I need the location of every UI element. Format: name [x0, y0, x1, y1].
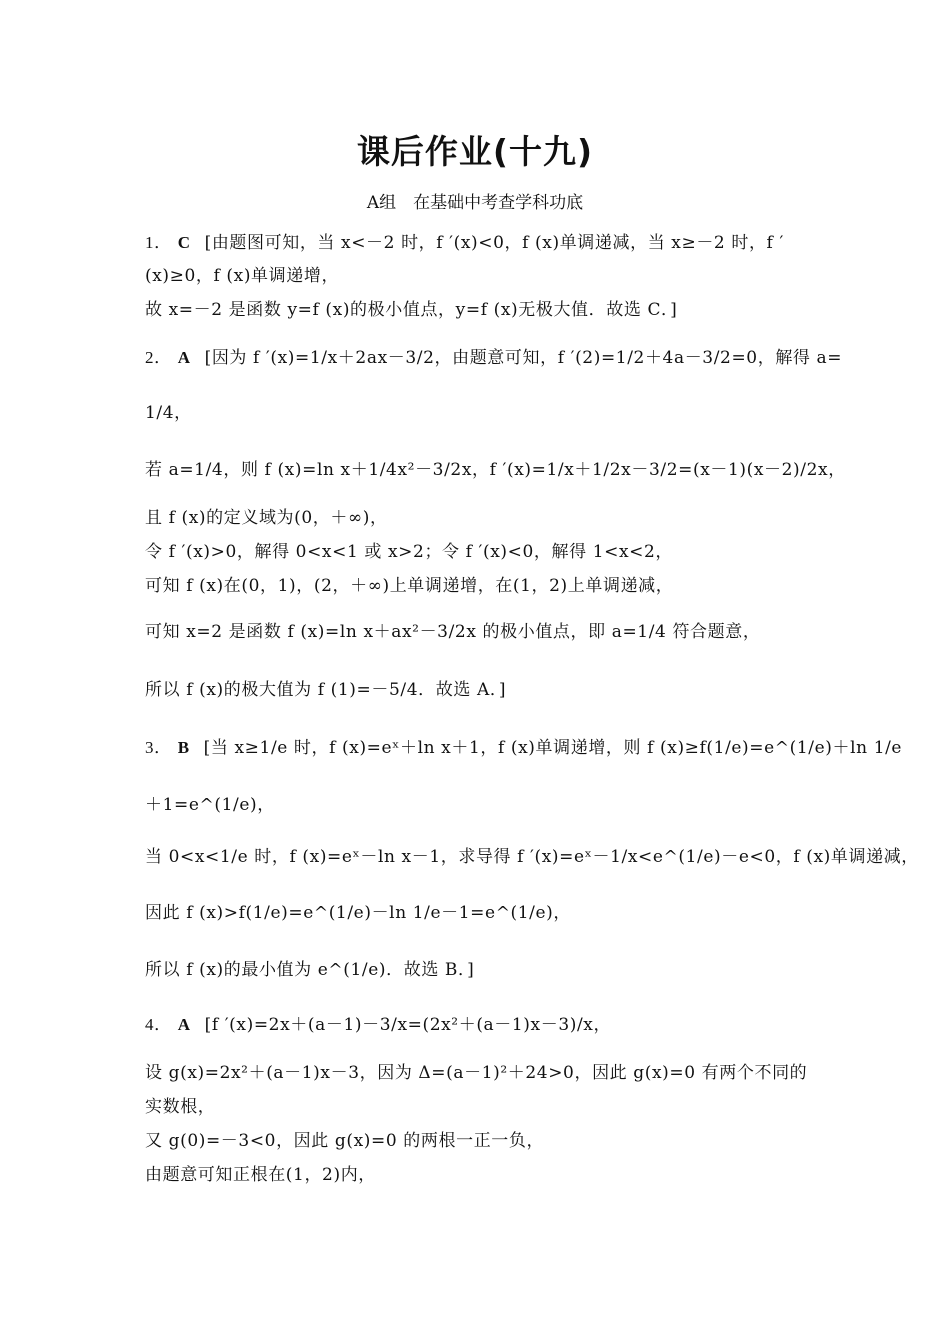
- text-line: [145, 675, 506, 700]
- line-text: (x)≥0，f (x)单调递增，: [145, 266, 340, 286]
- text-line: [145, 503, 388, 528]
- line-text: 1/4，: [145, 403, 192, 423]
- line-text: 实数根，: [145, 1097, 216, 1117]
- text-line: [145, 261, 339, 286]
- text-line: [145, 228, 784, 253]
- text-line: [145, 1010, 611, 1035]
- line-text: 设 g(x)=2x²＋(a－1)x－3，因为 Δ=(a－1)²＋24>0，因此 g(x)=0 有两个不同的: [145, 1063, 808, 1083]
- line-text: 当 0<x<1/e 时，f (x)=eˣ－ln x－1，求导得 f ′(x)=eˣ－1/x<e^(1/e)－e<0，f (x)单调递减，: [145, 847, 919, 867]
- page-title: 课后作业(十九): [356, 132, 594, 171]
- text-line: [145, 571, 673, 596]
- line-text: 所以 f (x)的极大值为 f (1)=－5/4．故选 A．]: [145, 680, 507, 700]
- text-line: [145, 1092, 215, 1117]
- question-number: 2．: [145, 348, 172, 367]
- line-text: 由题意可知正根在(1，2)内，: [145, 1165, 376, 1185]
- line-text: 又 g(0)=－3<0，因此 g(x)=0 的两根一正一负，: [145, 1131, 545, 1151]
- text-line: [145, 1058, 807, 1083]
- question-number: 3．: [145, 738, 172, 757]
- text-line: [145, 790, 275, 815]
- section-subtitle: A组 在基础中考查学科功底: [366, 193, 584, 213]
- question-number: 4．: [145, 1015, 172, 1034]
- text-line: [145, 842, 919, 867]
- text-line: [145, 733, 902, 758]
- line-text: 所以 f (x)的最小值为 e^(1/e)．故选 B．]: [145, 960, 475, 980]
- line-text: [因为 f ′(x)=1/x＋2ax－3/2，由题意可知，f ′(2)=1/2＋4a－3/2=0，解得 a=: [204, 348, 843, 368]
- line-text: 可知 x=2 是函数 f (x)=ln x＋ax²－3/2x 的极小值点，即 a=1/4 符合题意，: [145, 622, 761, 642]
- text-line: [145, 398, 192, 423]
- text-line: [145, 455, 846, 480]
- answer-letter: B: [177, 738, 190, 757]
- line-text: 故 x=－2 是函数 y=f (x)的极小值点，y=f (x)无极大值．故选 C．]: [145, 300, 678, 320]
- line-text: [f ′(x)=2x＋(a－1)－3/x=(2x²＋(a－1)x－3)/x，: [204, 1015, 612, 1035]
- line-text: 可知 f (x)在(0，1)，(2，＋∞)上单调递增，在(1，2)上单调递减，: [145, 576, 674, 596]
- line-text: ＋1=e^(1/e)，: [145, 795, 275, 815]
- text-line: [145, 898, 571, 923]
- line-text: 因此 f (x)>f(1/e)=e^(1/e)－ln 1/e－1=e^(1/e)，: [145, 903, 572, 923]
- line-text: 若 a=1/4，则 f (x)=ln x＋1/4x²－3/2x，f ′(x)=1/x＋1/2x－3/2=(x－1)(x－2)/2x，: [145, 460, 846, 480]
- answer-letter: A: [177, 348, 191, 367]
- line-text: [由题图可知，当 x<－2 时，f ′(x)<0，f (x)单调递减，当 x≥－2 时，f ′: [204, 233, 784, 253]
- text-line: [145, 955, 474, 980]
- text-line: [145, 537, 673, 562]
- line-text: [当 x≥1/e 时，f (x)=eˣ＋ln x＋1，f (x)单调递增，则 f (x)≥f(1/e)=e^(1/e)＋ln 1/e: [203, 738, 903, 758]
- text-line: [145, 295, 677, 320]
- text-line: [145, 343, 842, 368]
- text-line: [145, 1160, 376, 1185]
- text-line: [145, 617, 760, 642]
- text-line: [145, 1126, 544, 1151]
- line-text: 且 f (x)的定义域为(0，＋∞)，: [145, 508, 388, 528]
- answer-letter: C: [177, 233, 191, 252]
- question-number: 1．: [145, 233, 172, 252]
- answer-letter: A: [177, 1015, 191, 1034]
- line-text: 令 f ′(x)>0，解得 0<x<1 或 x>2；令 f ′(x)<0，解得 1<x<2，: [145, 542, 674, 562]
